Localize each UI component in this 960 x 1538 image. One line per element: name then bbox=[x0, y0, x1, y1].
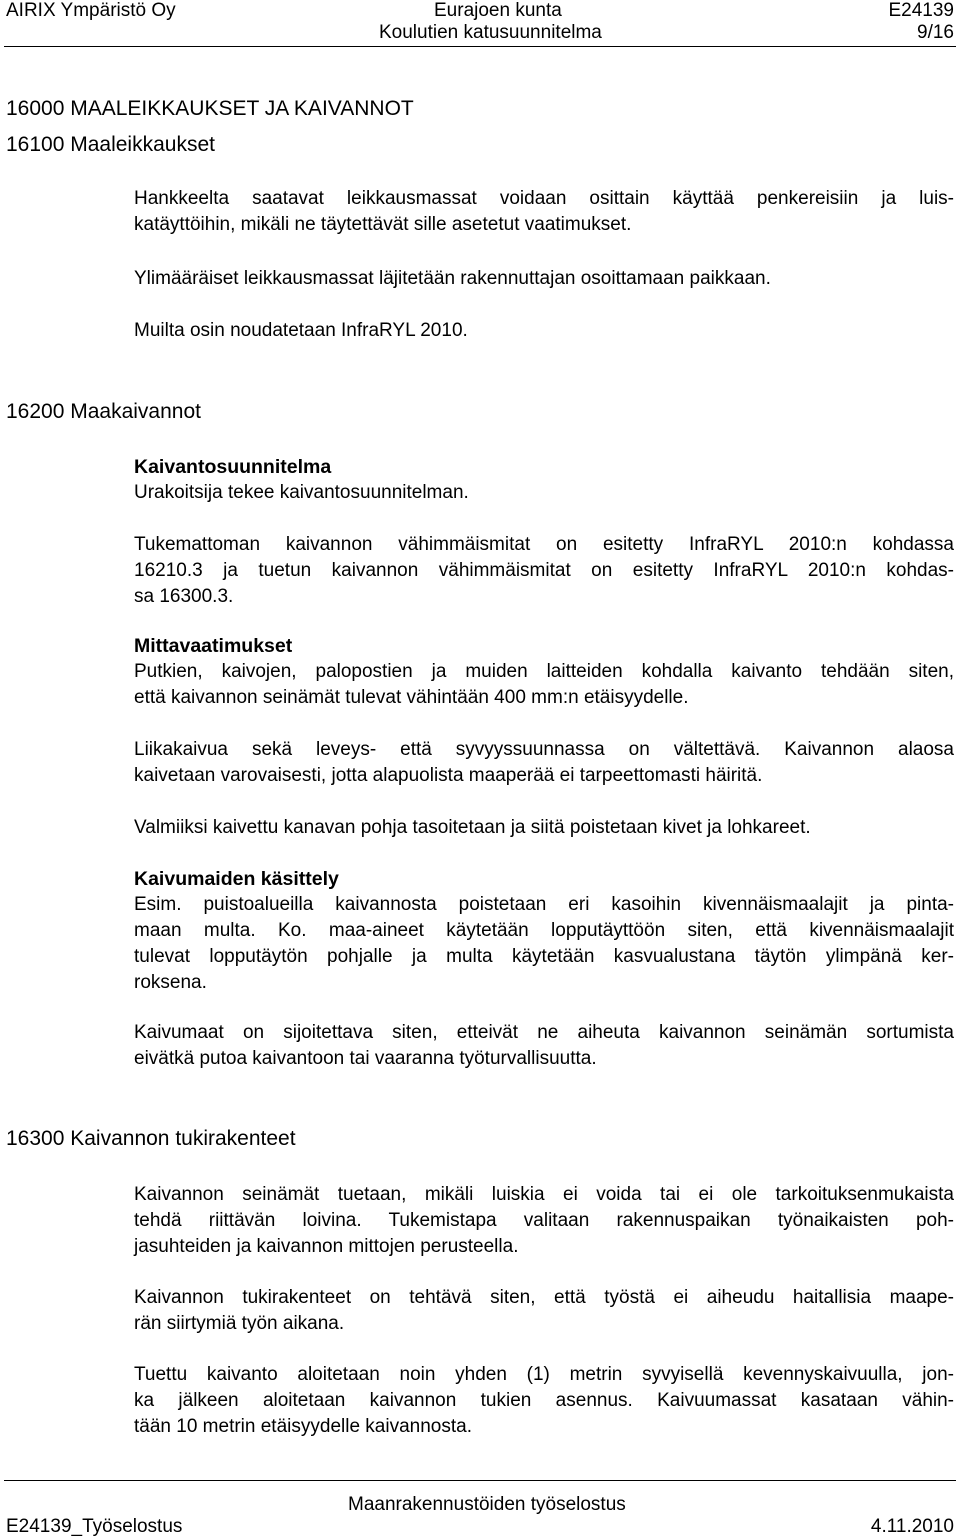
text-line: roksena. bbox=[134, 972, 207, 993]
footer-doc-type: Maanrakennustöiden työselostus bbox=[348, 1494, 626, 1515]
text-line: eivätkä putoa kaivantoon tai vaaranna työturvallisuutta. bbox=[134, 1048, 597, 1069]
text-line: Valmiiksi kaivettu kanavan pohja tasoitetaan ja siitä poistetaan kivet ja lohkareet. bbox=[134, 817, 811, 838]
header-page-number: 9/16 bbox=[917, 22, 954, 43]
text-line: 16210.3 ja tuetun kaivannon vähimmäismitat on esitetty InfraRYL 2010:n kohdas- bbox=[134, 560, 954, 581]
paragraph-16100-1 bbox=[134, 186, 954, 238]
text-line: rän siirtymiä työn aikana. bbox=[134, 1313, 345, 1334]
text-line: tään 10 metrin etäisyydelle kaivannosta. bbox=[134, 1416, 472, 1437]
text-line: että kaivannon seinämät tulevat vähintään 400 mm:n etäisyydelle. bbox=[134, 687, 689, 708]
header-doc-title: Koulutien katusuunnitelma bbox=[379, 22, 602, 43]
text-line: Tukemattoman kaivannon vähimmäismitat on esitetty InfraRYL 2010:n kohdassa bbox=[134, 534, 954, 555]
subsection-mittavaatimukset bbox=[134, 633, 954, 711]
text-line: katäyttöihin, mikäli ne täytettävät sille asetetut vaatimukset. bbox=[134, 214, 632, 235]
subsection-title: Kaivantosuunnitelma bbox=[134, 456, 332, 478]
text-line: maan multa. Ko. maa-aineet käytetään lopputäyttöön siten, että kivennäismaalajit bbox=[134, 920, 954, 941]
section-heading-16300: 16300 Kaivannon tukirakenteet bbox=[6, 1127, 296, 1150]
section-heading-16200: 16200 Maakaivannot bbox=[6, 400, 201, 423]
text-line: jasuhteiden ja kaivannon mittojen perusteella. bbox=[134, 1236, 519, 1257]
text-line: Tuettu kaivanto aloitetaan noin yhden (1) metrin syvyisellä kevennyskaivuulla, jon- bbox=[134, 1364, 954, 1385]
footer-file-name: E24139_Työselostus bbox=[6, 1516, 183, 1537]
subsection-title: Mittavaatimukset bbox=[134, 635, 293, 657]
text-line: Kaivumaat on sijoitettava siten, etteivät ne aiheuta kaivannon seinämän sortumista bbox=[134, 1022, 954, 1043]
paragraph-16200-3 bbox=[134, 737, 954, 789]
text-line: Urakoitsija tekee kaivantosuunnitelman. bbox=[134, 482, 469, 503]
text-line: sa 16300.3. bbox=[134, 586, 234, 607]
header-divider bbox=[4, 46, 956, 47]
text-line: tulevat lopputäytön pohjalle ja multa käytetään kasvualustana täytön ylimpänä ker- bbox=[134, 946, 954, 967]
subsection-kaivumaiden-kasittely bbox=[134, 866, 954, 996]
text-line: ka jälkeen aloitetaan kaivannon tukien asennus. Kaivuumassat kasataan vähin- bbox=[134, 1390, 954, 1411]
paragraph-16300-3 bbox=[134, 1362, 954, 1440]
text-line: kaivetaan varovaisesti, jotta alapuolista maaperää ei tarpeettomasti häiritä. bbox=[134, 765, 763, 786]
page-header bbox=[6, 0, 954, 44]
text-line: tehdä riittävän loivina. Tukemistapa valitaan rakennuspaikan työnaikaisten poh- bbox=[134, 1210, 954, 1231]
paragraph-16200-1 bbox=[134, 532, 954, 610]
header-project-code: E24139 bbox=[888, 0, 954, 21]
text-line: Kaivannon seinämät tuetaan, mikäli luiskia ei voida tai ei ole tarkoituksenmukaista bbox=[134, 1184, 954, 1205]
paragraph-16300-1 bbox=[134, 1182, 954, 1260]
page-footer bbox=[6, 1494, 954, 1538]
text-line: Putkien, kaivojen, palopostien ja muiden laitteiden kohdalla kaivanto tehdään siten, bbox=[134, 661, 954, 682]
paragraph-16100-2 bbox=[134, 266, 954, 292]
subsection-kaivantosuunnitelma bbox=[134, 454, 954, 506]
paragraph-16300-2 bbox=[134, 1285, 954, 1337]
paragraph-16200-4 bbox=[134, 815, 954, 841]
text-line: Muilta osin noudatetaan InfraRYL 2010. bbox=[134, 320, 468, 341]
text-line: Ylimääräiset leikkausmassat läjitetään rakennuttajan osoittamaan paikkaan. bbox=[134, 268, 771, 289]
footer-divider bbox=[4, 1480, 956, 1481]
text-line: Kaivannon tukirakenteet on tehtävä siten, että työstä ei aiheudu haitallisia maape- bbox=[134, 1287, 954, 1308]
footer-date: 4.11.2010 bbox=[870, 1516, 954, 1537]
subsection-title: Kaivumaiden käsittely bbox=[134, 868, 339, 890]
text-line: Hankkeelta saatavat leikkausmassat voidaan osittain käyttää penkereisiin ja luis- bbox=[134, 188, 954, 209]
text-line: Liikakaivua sekä leveys- että syvyyssuunnassa on vältettävä. Kaivannon alaosa bbox=[134, 739, 954, 760]
paragraph-16200-6 bbox=[134, 1020, 954, 1072]
header-client: Eurajoen kunta bbox=[434, 0, 562, 21]
section-heading-16100: 16100 Maaleikkaukset bbox=[6, 133, 215, 156]
section-heading-16000: 16000 MAALEIKKAUKSET JA KAIVANNOT bbox=[6, 97, 414, 120]
paragraph-16100-3 bbox=[134, 318, 954, 344]
header-company: AIRIX Ympäristö Oy bbox=[6, 0, 176, 21]
text-line: Esim. puistoalueilla kaivannosta poistetaan eri kasoihin kivennäismaalajit ja pinta- bbox=[134, 894, 954, 915]
